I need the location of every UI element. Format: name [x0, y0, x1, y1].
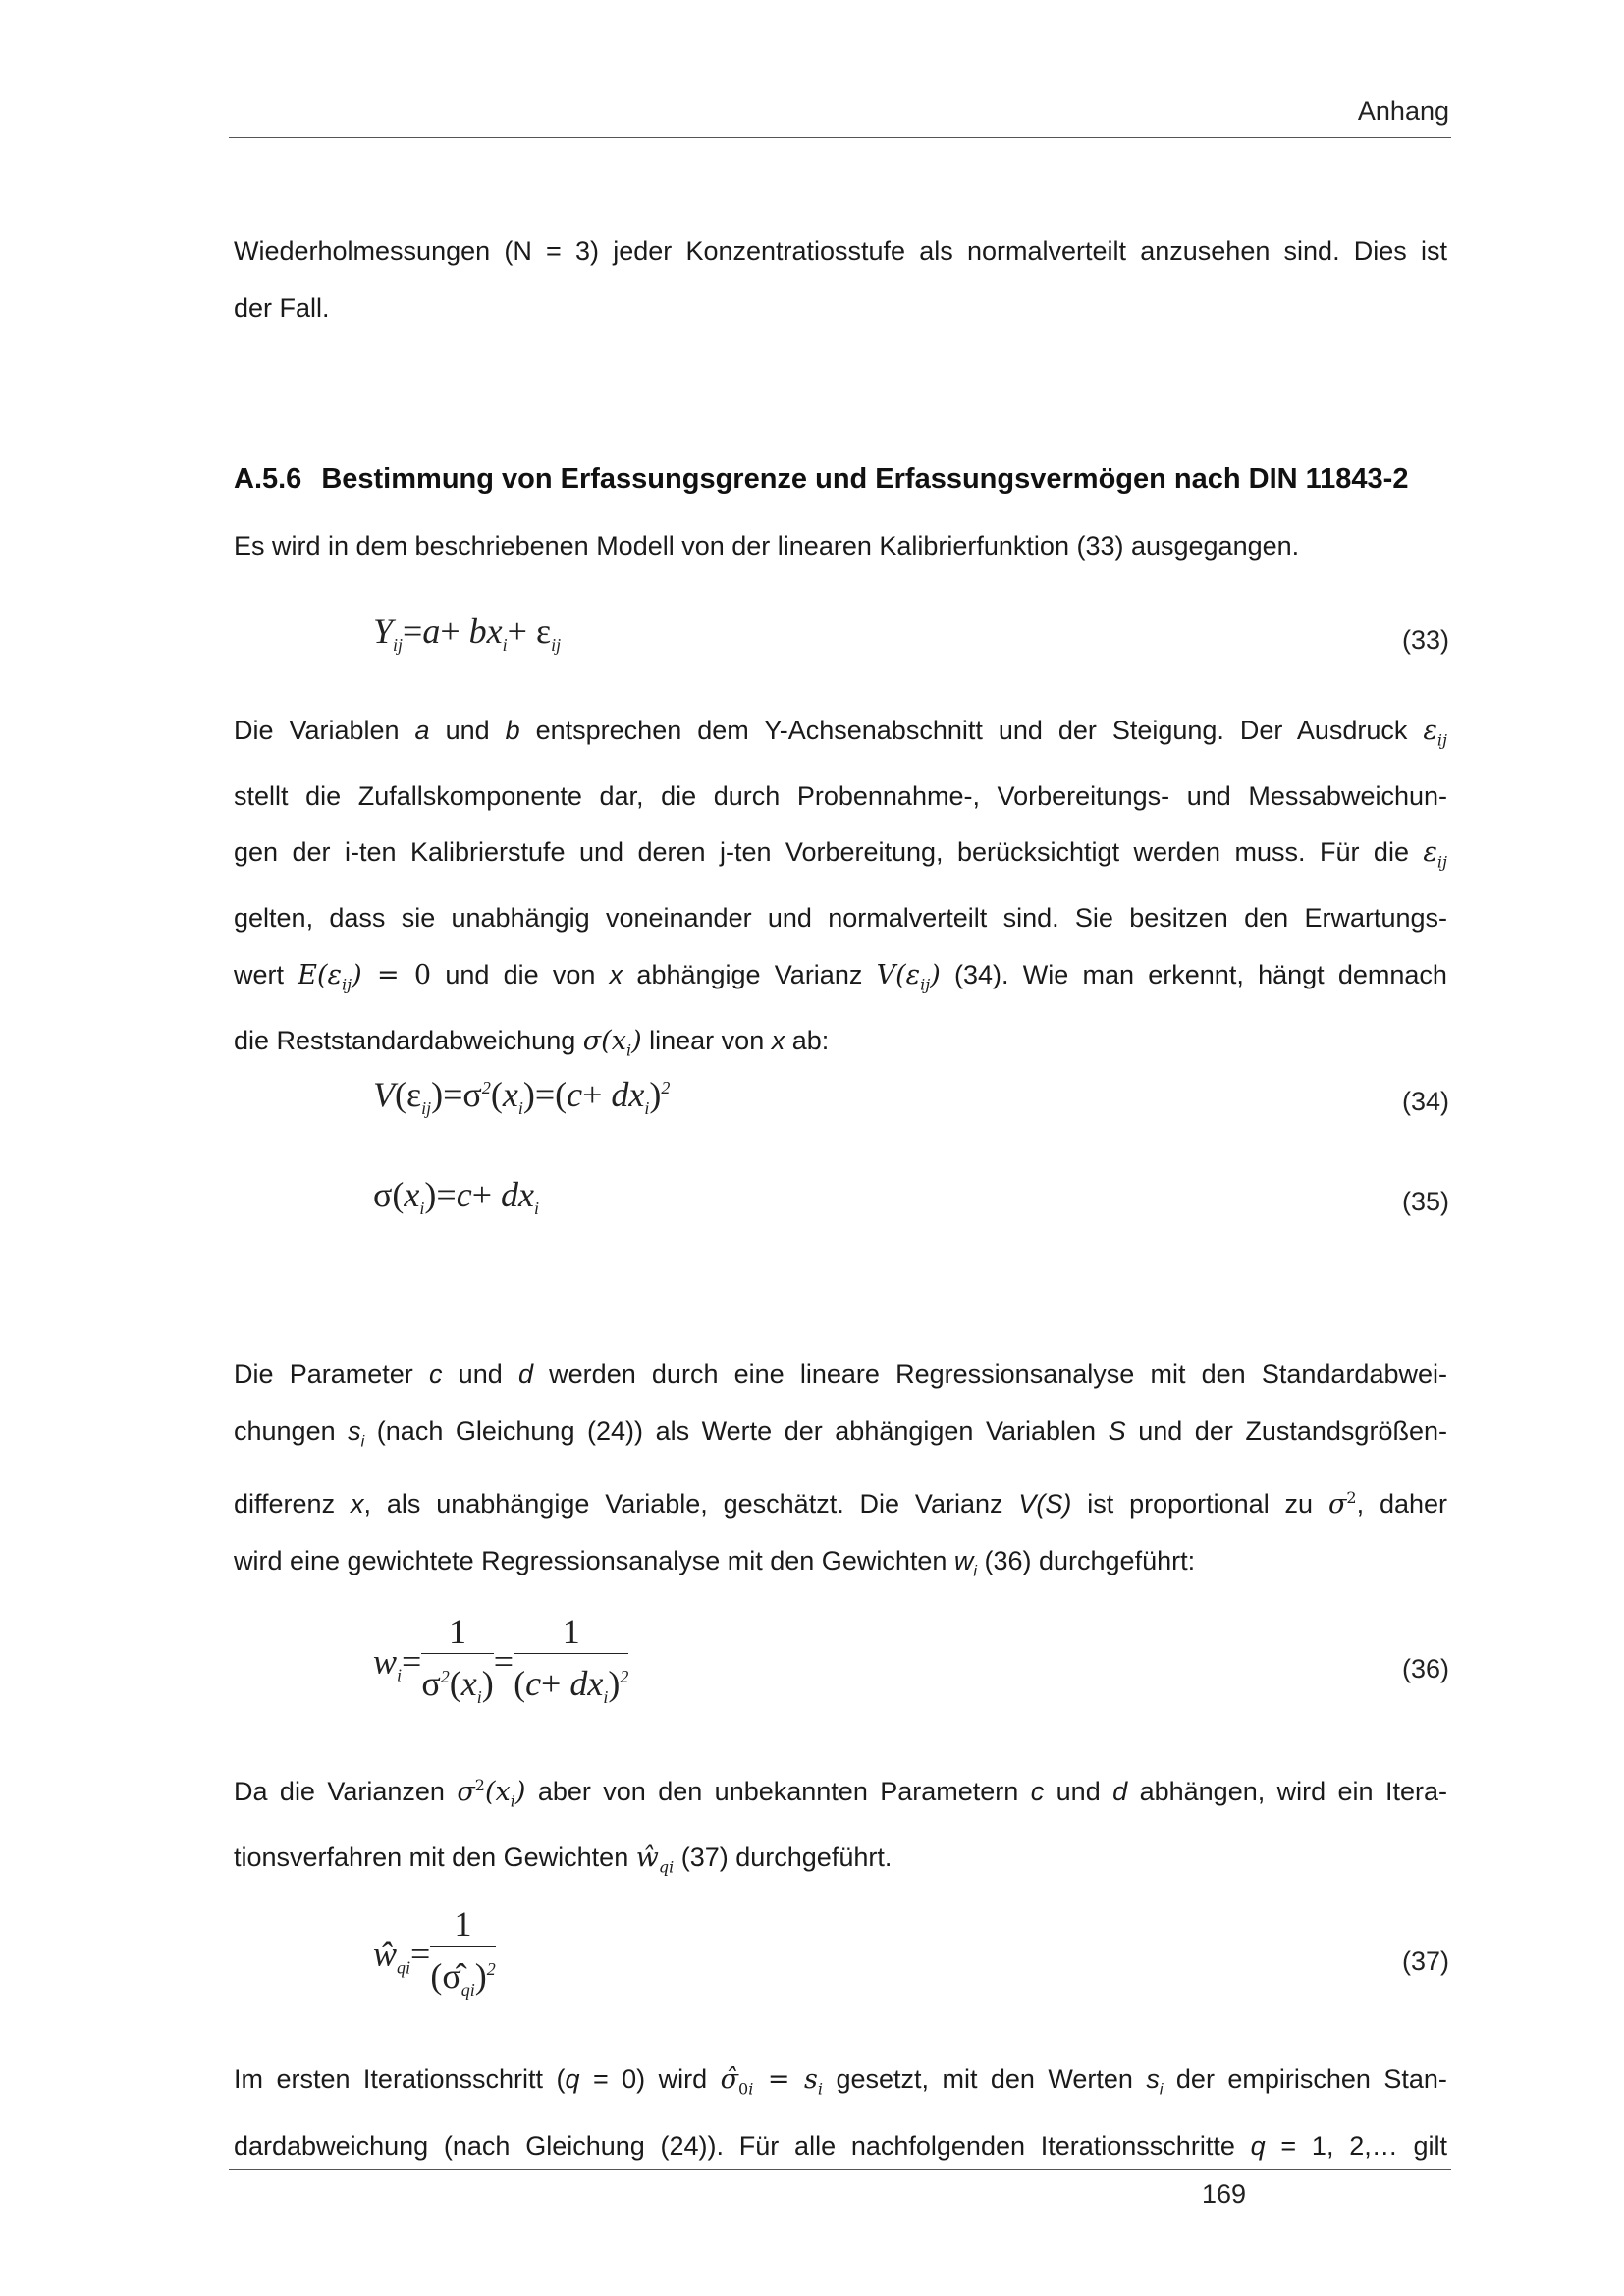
- intro-line-2: der Fall.: [234, 293, 330, 323]
- equation-37-number: (37): [1401, 1947, 1449, 1976]
- equation-33-number: (33): [1401, 625, 1449, 655]
- header-divider: [229, 137, 1451, 138]
- parameters-paragraph: Die Parameter c und d werden durch eine lineare Regressionsanalyse mit den Standardabwei- chungen $s_i$ (nach Gleichung (24)) als Werte der abhängigen Variablen S und der Zustandsgrößen- differenz x, als unabhängige Variable, geschätzt. Die Varianz V(S) ist proportional zu $\sigma^2$, daher wird eine gewichtete Regressionsanalyse mit den Gewichten $w_i$ (36) durchgeführt:: [234, 1360, 1447, 1580]
- section-title: Bestimmung von Erfassungsgrenze und Erfassungsvermögen nach DIN 11843-2: [321, 463, 1409, 495]
- equation-37: $ŵ_{qi}=$ $\frac{1}{(\sigmâ_{qi})^2}$: [373, 1904, 496, 2001]
- equation-35-number: (35): [1401, 1187, 1449, 1216]
- iteration-paragraph: Da die Varianzen $\sigma^2(x_i)$ aber von den unbekannten Parametern c und d abhängen, wird ein Itera- tionsverfahren mit den Gewichten $ŵ_{qi}$ (37) durchgeführt.: [234, 1776, 1447, 1877]
- equation-34: $V(\varepsilon_{ij})=\sigma^2(x_i)=(c+ dx_i)^2$: [373, 1075, 671, 1119]
- section-intro: Es wird in dem beschriebenen Modell von der linearen Kalibrierfunktion (33) ausgegangen.: [234, 531, 1300, 561]
- equation-35: $\sigma(x_i)=c+ dx_i$: [373, 1175, 539, 1219]
- section-heading: [234, 463, 1408, 496]
- equation-36-number: (36): [1401, 1654, 1449, 1683]
- equation-34-number: (34): [1401, 1087, 1449, 1116]
- variables-paragraph: Die Variablen a und b entsprechen dem Y-Achsenabschnitt und der Steigung. Der Ausdruck $\varepsilon_{ij}$ stellt die Zufallskomponente dar, die durch Probennahme-, Vorbereitungs- und Messabweichun- gen der i-ten Kalibrierstufe und deren j-ten Vorbereitung, berücksichtigt werden muss. Für die $\varepsilon_{ij}$ gelten, dass sie unabhängig voneinander und normalverteilt sind. Sie besitzen den Erwartungs- wert $E(\varepsilon_{ij}) = 0$ und die von x abhängige Varianz $V(\varepsilon_{ij})$ (34). Wie man erkennt, hängt demnach die Reststandardabweichung $\sigma(x_i)$ linear von x ab:: [234, 716, 1447, 1060]
- page-number: 169: [1202, 2179, 1247, 2209]
- first-iteration-paragraph: Im ersten Iterationsschritt (q = 0) wird $\sigmâ_{0i} = s_i$ gesetzt, mit den Werten $s_i$ der empirischen Stan- dardabweichung (nach Gleichung (24)). Für alle nachfolgenden Iterationsschritte q = 1, 2,… gilt: [234, 2064, 1447, 2161]
- footer-divider: [229, 2169, 1451, 2170]
- equation-36: $w_i=$ $\frac{1}{\sigma^2(x_i)}$ = $\frac{1}{(c+ dx_i)^2}$: [373, 1612, 629, 1708]
- intro-line-1: Wiederholmessungen (N = 3) jeder Konzentratiosstufe als normalverteilt anzusehen sind. Dies ist: [234, 237, 1447, 266]
- intro-paragraph: [234, 224, 1447, 337]
- equation-33: $Y_{ij}=a+ bx_i+ \varepsilon_{ij}$: [373, 612, 562, 656]
- section-number: A.5.6: [234, 463, 302, 495]
- running-header: Anhang: [1357, 96, 1449, 126]
